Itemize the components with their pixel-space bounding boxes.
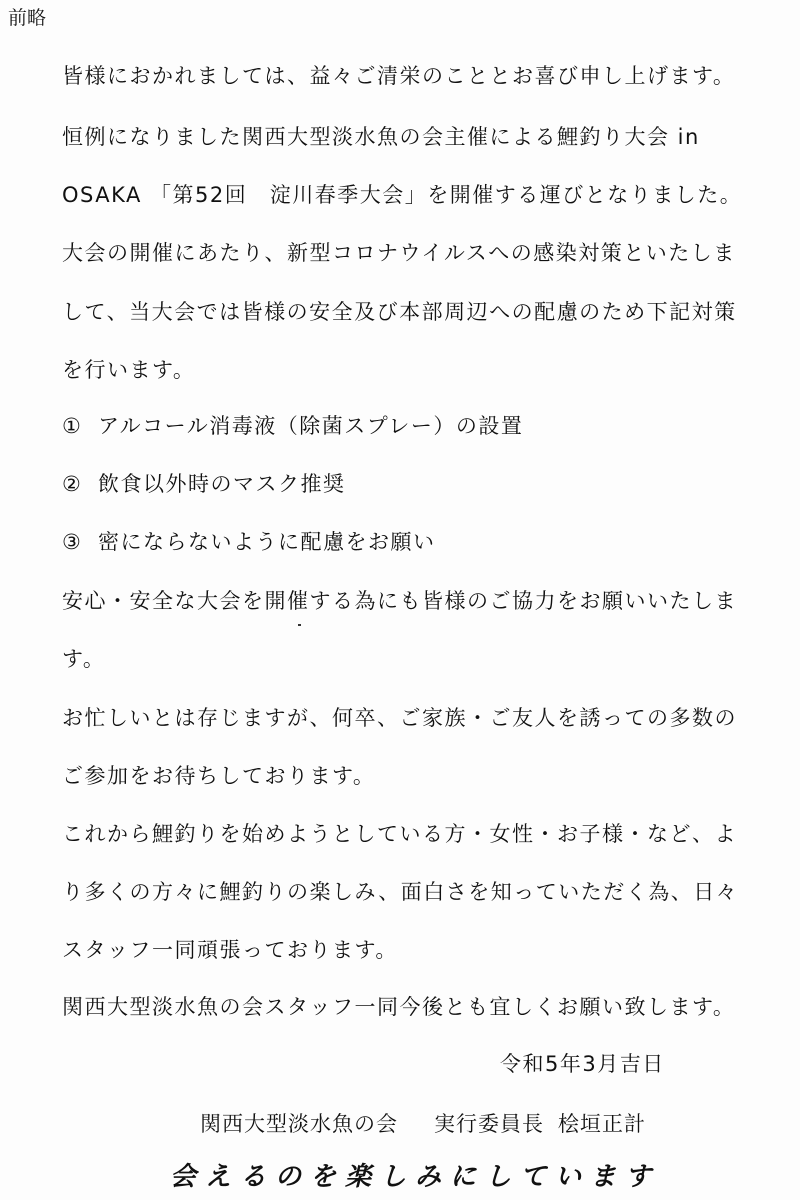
paragraph-line-7: 安心・安全な大会を開催する為にも皆様のご協力をお願いいたしま xyxy=(62,589,737,613)
paragraph-line-11: これから鯉釣りを始めようとしている方・女性・お子様・など、よ xyxy=(62,822,737,846)
position-title: 実行委員長 xyxy=(434,1112,544,1136)
paragraph-line-9: お忙しいとは存じますが、何卒、ご家族・ご友人を誘っての多数の xyxy=(62,706,737,730)
measure-text-2: 飲食以外時のマスク推奨 xyxy=(98,472,346,496)
measure-text-3: 密にならないように配慮をお願い xyxy=(98,530,436,554)
paragraph-line-8: す。 xyxy=(62,647,106,671)
date-line: 令和5年3月吉日 xyxy=(500,1052,665,1076)
organization-name: 関西大型淡水魚の会 xyxy=(200,1112,398,1136)
measure-item-2 xyxy=(62,470,346,498)
closing-message: 会えるのを楽しみにしています xyxy=(170,1162,661,1192)
paragraph-line-5: して、当大会では皆様の安全及び本部周辺への配慮のため下記対策 xyxy=(62,300,737,324)
paragraph-line-14: 関西大型淡水魚の会スタッフ一同今後とも宜しくお願い致します。 xyxy=(62,995,736,1019)
measure-item-3 xyxy=(62,528,436,556)
paragraph-line-2: 恒例になりました関西大型淡水魚の会主催による鯉釣り大会 in xyxy=(62,125,700,149)
measure-number-2: ② xyxy=(62,472,83,496)
paragraph-line-13: スタッフ一同頑張っております。 xyxy=(62,938,398,962)
measure-item-1 xyxy=(62,412,523,440)
measure-text-1: アルコール消毒液（除菌スプレー）の設置 xyxy=(98,414,524,438)
paragraph-line-1: 皆様におかれましては、益々ご清栄のこととお喜び申し上げます。 xyxy=(62,64,736,88)
signatory-name: 桧垣正計 xyxy=(558,1112,646,1136)
paragraph-line-6: を行います。 xyxy=(62,358,196,382)
paragraph-line-4: 大会の開催にあたり、新型コロナウイルスへの感染対策といたしま xyxy=(62,241,736,265)
paragraph-line-3: OSAKA 「第52回 淀川春季大会」を開催する運びとなりました。 xyxy=(62,183,743,207)
measure-number-1: ① xyxy=(62,414,83,438)
measure-number-3: ③ xyxy=(62,530,83,554)
paragraph-line-10: ご参加をお待ちしております。 xyxy=(62,764,376,788)
greeting: 前略 xyxy=(8,7,47,29)
paragraph-line-12: り多くの方々に鯉釣りの楽しみ、面白さを知っていただく為、日々 xyxy=(62,880,739,904)
signature-line xyxy=(200,1110,646,1138)
scan-speck xyxy=(298,624,301,626)
